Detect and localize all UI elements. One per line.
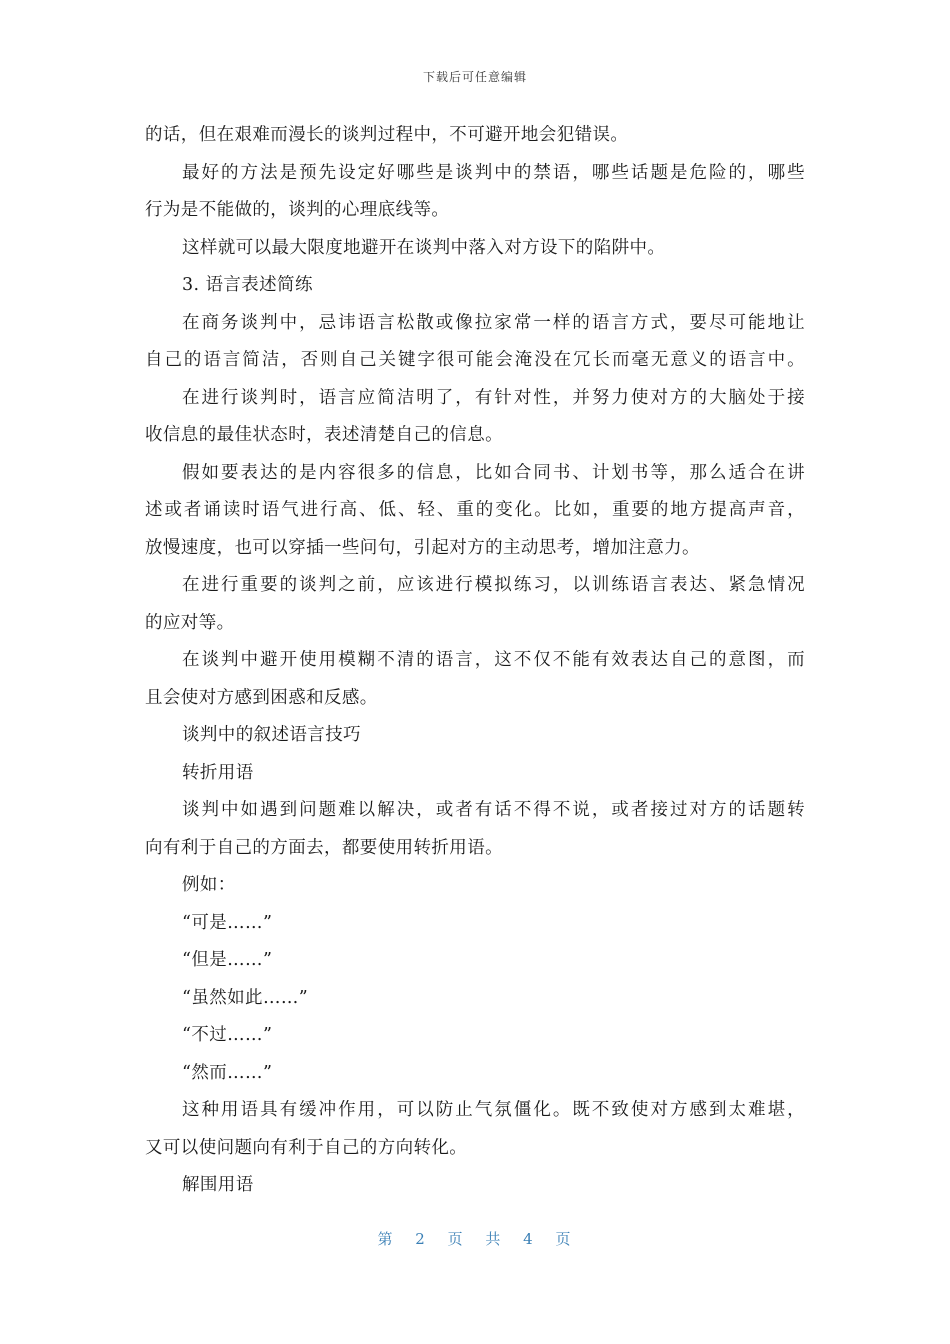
paragraph-line: 的话，但在艰难而漫长的谈判过程中，不可避开地会犯错误。 [145, 125, 629, 145]
paragraph-line: 在商务谈判中，忌讳语言松散或像拉家常一样的语言方式，要尽可能地让 [182, 312, 805, 333]
example-phrase: “然而……” [182, 1062, 273, 1083]
paragraph-line: 谈判中如遇到问题难以解决，或者有话不得不说，或者接过对方的话题转 [182, 800, 805, 820]
paragraph-line: 又可以使问题向有利于自己的方向转化。 [145, 1137, 468, 1158]
paragraph-line: 在进行谈判时，语言应简洁明了，有针对性，并努力使对方的大脑处于接 [182, 387, 805, 408]
paragraph-line: 述或者诵读时语气进行高、低、轻、重的变化。比如，重要的地方提高声音， [145, 500, 805, 520]
paragraph-line: 这种用语具有缓冲作用，可以防止气氛僵化。既不致使对方感到太难堪， [182, 1100, 805, 1120]
page-footer: 第 2 页 共 4 页 [377, 1230, 573, 1248]
paragraph-line: 这样就可以最大限度地避开在谈判中落入对方设下的陷阱中。 [182, 237, 666, 258]
subheading: 解围用语 [182, 1175, 254, 1195]
paragraph-line: 最好的方法是预先设定好哪些是谈判中的禁语，哪些话题是危险的，哪些 [182, 162, 805, 183]
paragraph-line: 自己的语言简洁，否则自己关键字很可能会淹没在冗长而毫无意义的语言中。 [145, 350, 805, 370]
paragraph-line: 假如要表达的是内容很多的信息，比如合同书、计划书等，那么适合在讲 [182, 462, 805, 483]
document-body [145, 117, 805, 1205]
paragraph-line: 向有利于自己的方面去，都要使用转折用语。 [145, 837, 503, 858]
example-phrase: “但是……” [182, 950, 273, 970]
example-phrase: “不过……” [182, 1025, 273, 1045]
paragraph-line: 例如： [182, 875, 236, 895]
paragraph-line: 在谈判中避开使用模糊不清的语言，这不仅不能有效表达自己的意图，而 [182, 650, 805, 670]
paragraph-line: 收信息的最佳状态时，表述清楚自己的信息。 [145, 425, 503, 445]
paragraph-line: 的应对等。 [145, 612, 235, 633]
paragraph-line: 在进行重要的谈判之前，应该进行模拟练习，以训练语言表达、紧急情况 [182, 575, 805, 595]
section-heading: 3. 语言表述简练 [182, 275, 313, 295]
example-phrase: “可是……” [182, 912, 273, 933]
example-phrase: “虽然如此……” [182, 987, 309, 1008]
subheading: 谈判中的叙述语言技巧 [182, 725, 361, 745]
subheading: 转折用语 [182, 762, 254, 783]
page-header: 下载后可任意编辑 [422, 70, 527, 84]
paragraph-line: 放慢速度，也可以穿插一些问句，引起对方的主动思考，增加注意力。 [145, 537, 700, 558]
paragraph-line: 且会使对方感到困惑和反感。 [145, 687, 378, 708]
paragraph-line: 行为是不能做的，谈判的心理底线等。 [145, 200, 450, 220]
